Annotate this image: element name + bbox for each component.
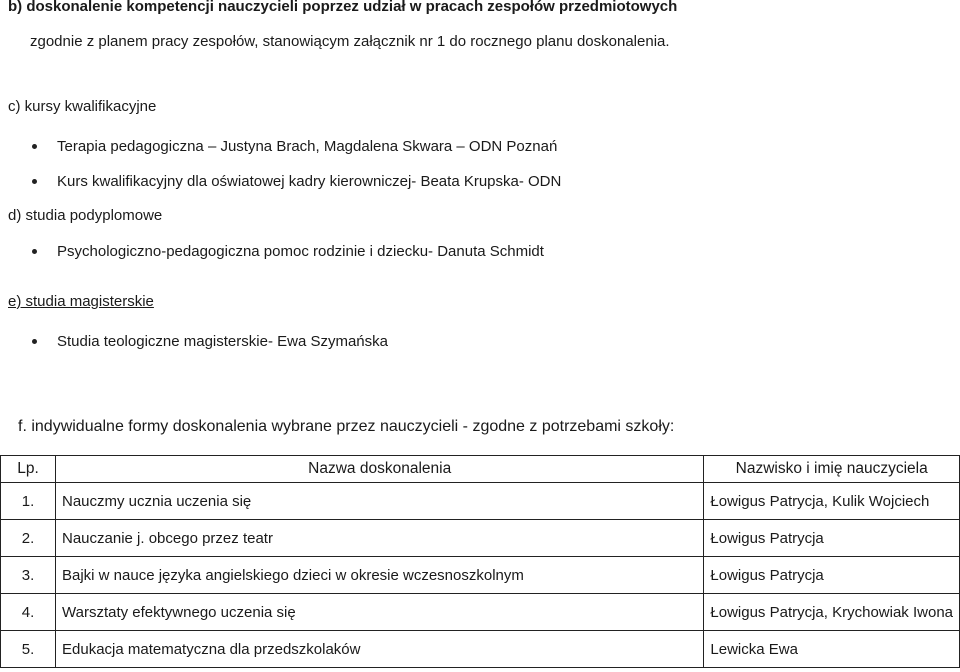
training-table: [0, 455, 960, 668]
cell-name: Nauczanie j. obcego przez teatr: [56, 520, 704, 557]
bullet-icon: [32, 144, 37, 149]
section-c-heading: c) kursy kwalifikacyjne: [8, 98, 157, 115]
cell-name: Nauczmy ucznia uczenia się: [56, 483, 704, 520]
table-row: [1, 631, 960, 668]
list-item-text: Psychologiczno-pedagogiczna pomoc rodzinie i dziecku- Danuta Schmidt: [57, 243, 544, 260]
table-row: [1, 594, 960, 631]
section-f-heading: f. indywidualne formy doskonalenia wybrane przez nauczycieli - zgodne z potrzebami szkoły:: [18, 418, 675, 435]
cell-name: Warsztaty efektywnego uczenia się: [56, 594, 704, 631]
cell-teacher: Łowigus Patrycja: [704, 557, 960, 594]
cell-lp: 3.: [1, 557, 56, 594]
cell-teacher: Łowigus Patrycja: [704, 520, 960, 557]
cell-lp: 2.: [1, 520, 56, 557]
cell-teacher: Łowigus Patrycja, Kulik Wojciech: [704, 483, 960, 520]
section-b-line2: zgodnie z planem pracy zespołów, stanowiącym załącznik nr 1 do rocznego planu doskonalenia.: [30, 33, 670, 50]
bullet-icon: [32, 339, 37, 344]
cell-teacher: Lewicka Ewa: [704, 631, 960, 668]
section-d-heading: d) studia podyplomowe: [8, 207, 163, 224]
cell-teacher: Łowigus Patrycja, Krychowiak Iwona: [704, 594, 960, 631]
column-header-teacher: Nazwisko i imię nauczyciela: [704, 456, 960, 483]
cell-lp: 4.: [1, 594, 56, 631]
cell-lp: 5.: [1, 631, 56, 668]
section-b-heading: b) doskonalenie kompetencji nauczycieli poprzez udział w pracach zespołów przedmiotowych: [8, 0, 678, 15]
column-header-lp: Lp.: [1, 456, 56, 483]
column-header-name: Nazwa doskonalenia: [56, 456, 704, 483]
list-item-text: Terapia pedagogiczna – Justyna Brach, Magdalena Skwara – ODN Poznań: [57, 138, 558, 155]
cell-lp: 1.: [1, 483, 56, 520]
cell-name: Bajki w nauce języka angielskiego dzieci w okresie wczesnoszkolnym: [56, 557, 704, 594]
table-header-row: [1, 456, 960, 483]
table-row: [1, 520, 960, 557]
list-item-text: Kurs kwalifikacyjny dla oświatowej kadry kierowniczej- Beata Krupska- ODN: [57, 173, 562, 190]
table-row: [1, 483, 960, 520]
cell-name: Edukacja matematyczna dla przedszkolaków: [56, 631, 704, 668]
table-row: [1, 557, 960, 594]
bullet-icon: [32, 249, 37, 254]
list-item-text: Studia teologiczne magisterskie- Ewa Szymańska: [57, 333, 388, 350]
bullet-icon: [32, 179, 37, 184]
section-e-heading: e) studia magisterskie: [8, 293, 154, 310]
